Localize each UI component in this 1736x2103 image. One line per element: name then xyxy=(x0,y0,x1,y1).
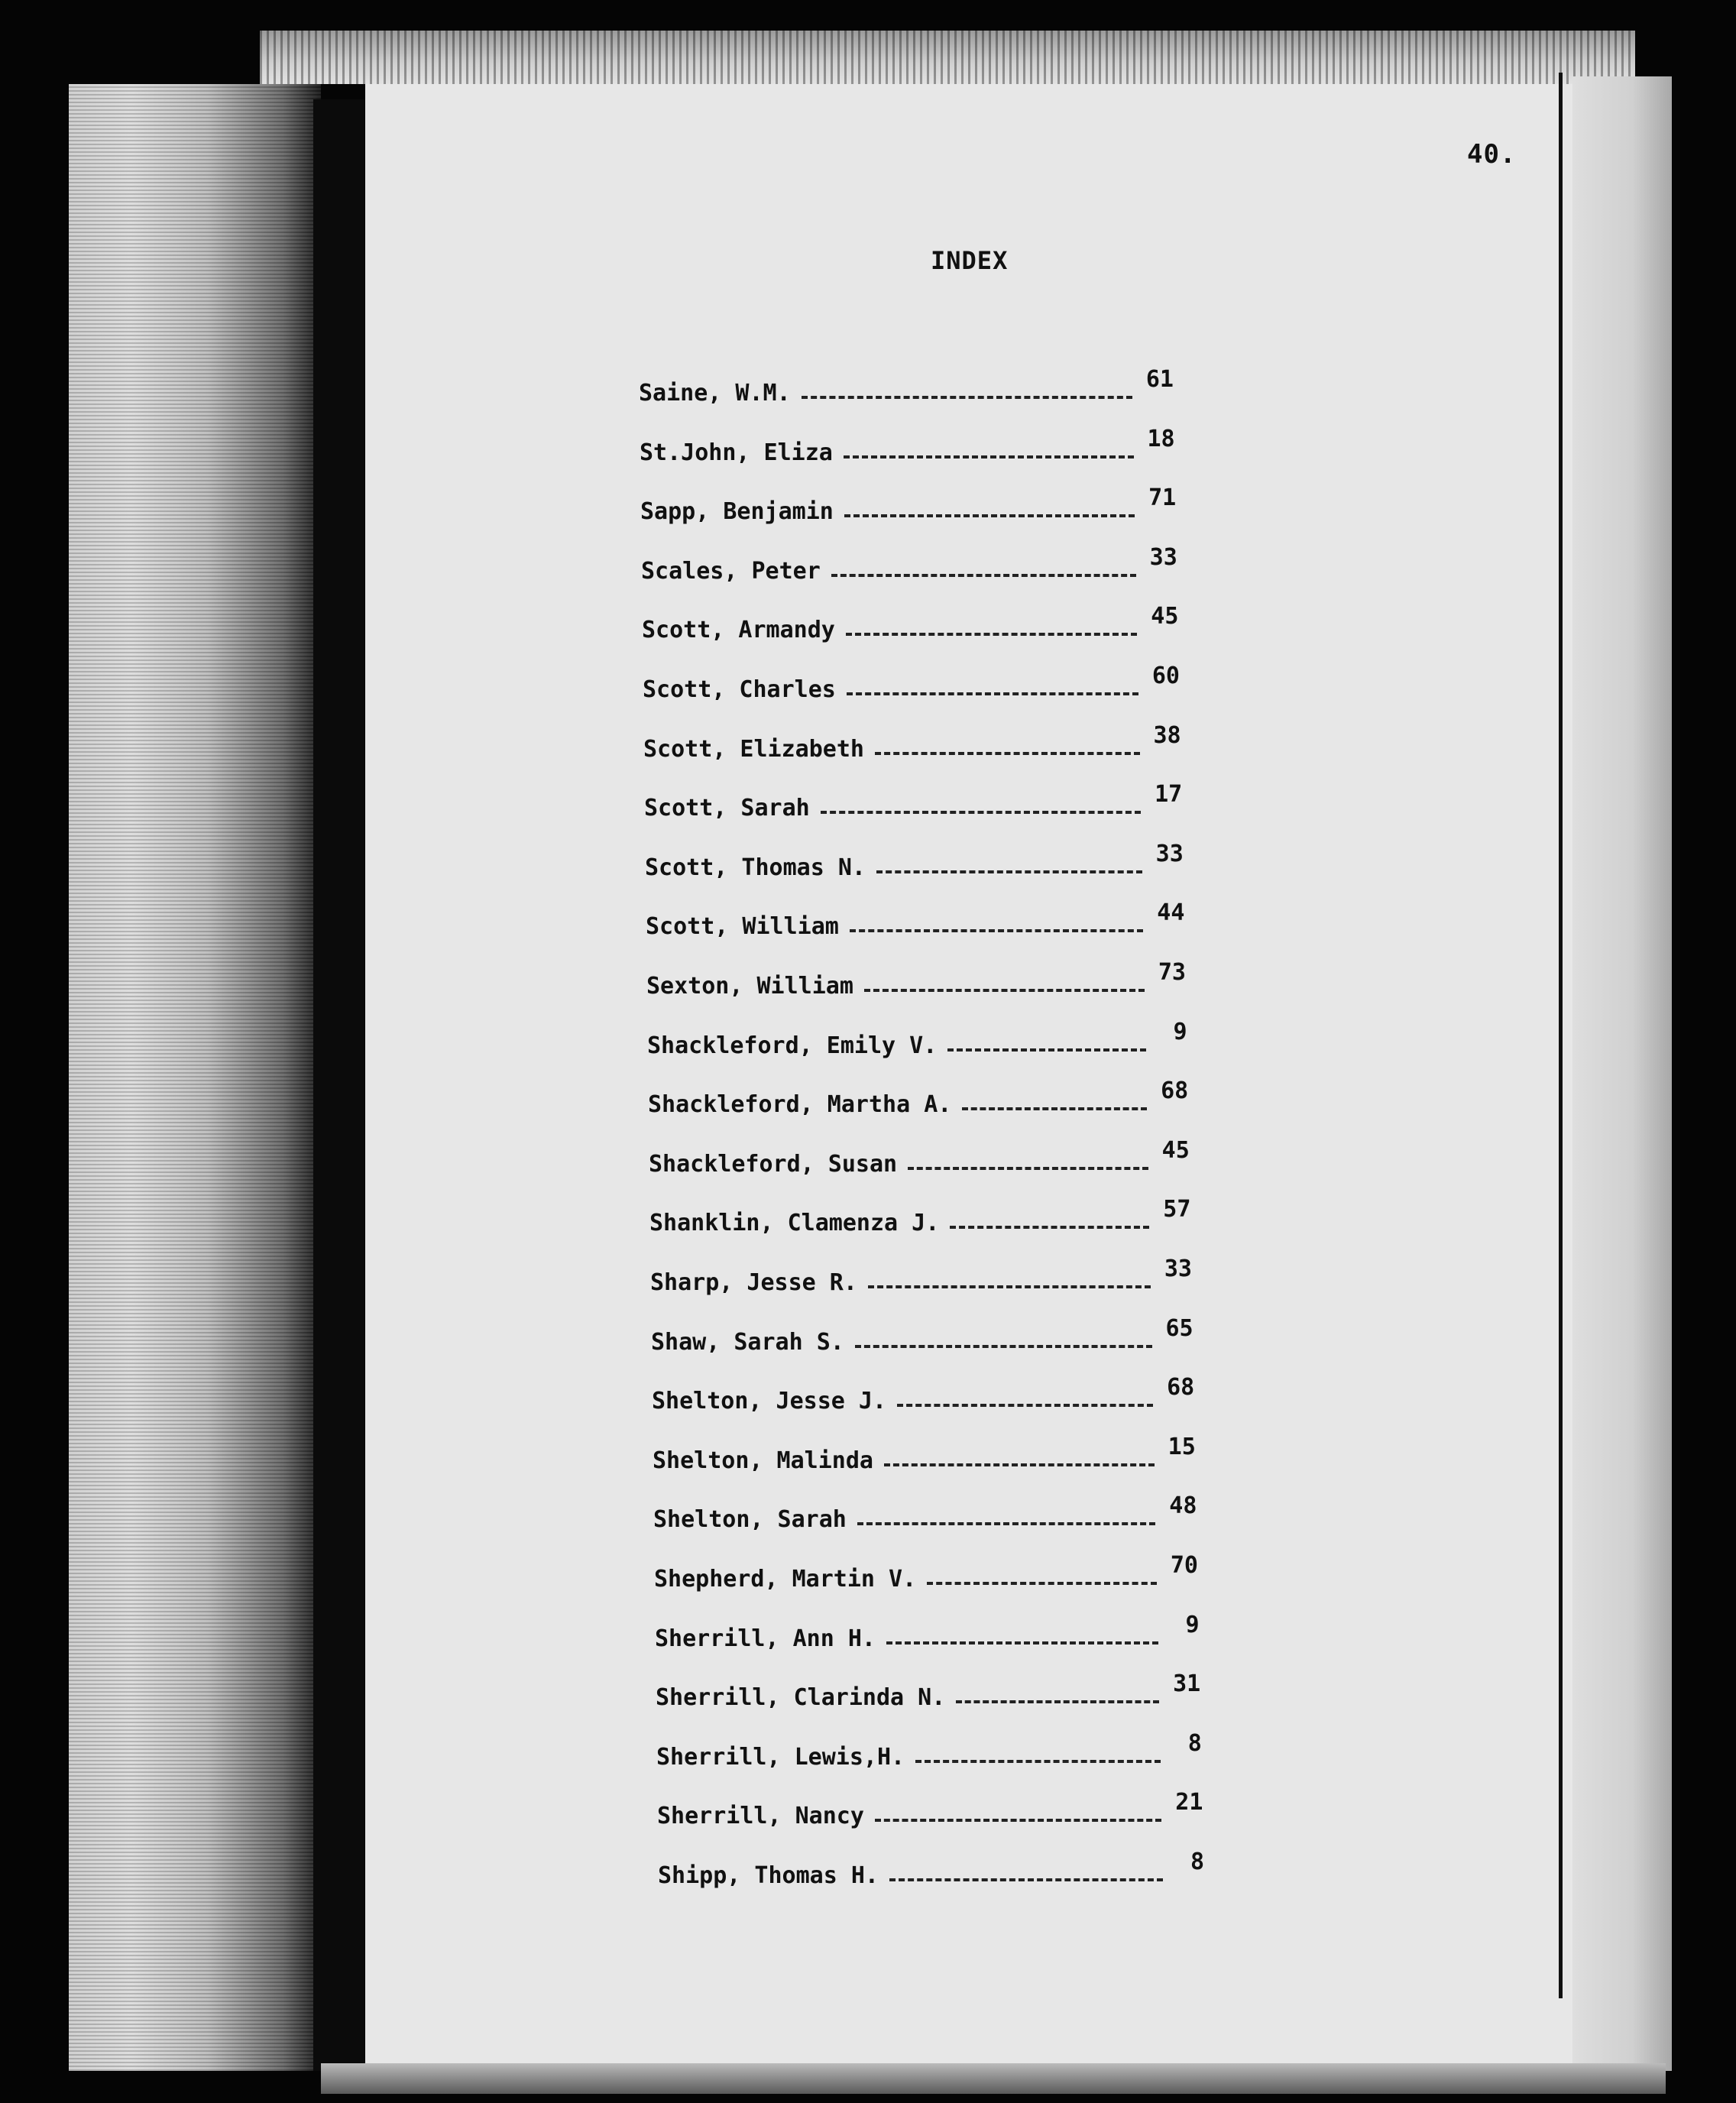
entry-page-number: 15 xyxy=(1168,1433,1196,1460)
entry-name: Shelton, Jesse J. xyxy=(652,1388,887,1415)
entry-name: Scott, Charles xyxy=(643,676,836,703)
entry-name: Sapp, Benjamin xyxy=(640,498,834,526)
dot-leader xyxy=(831,574,1136,577)
scan-gutter xyxy=(313,99,367,2071)
entry-name: St.John, Eliza xyxy=(640,439,833,466)
index-entry xyxy=(640,426,1175,466)
entry-page-number: 65 xyxy=(1165,1314,1194,1342)
entry-page-number: 31 xyxy=(1173,1670,1201,1698)
scan-top-edge xyxy=(260,31,1635,84)
index-entry xyxy=(640,485,1176,525)
entry-page-number: 68 xyxy=(1161,1077,1189,1105)
page-number: 40. xyxy=(1467,139,1517,170)
entry-name: Shepherd, Martin V. xyxy=(654,1566,917,1593)
entry-page-number: 8 xyxy=(1190,1849,1204,1875)
entry-name: Scott, Elizabeth xyxy=(643,735,864,763)
index-entry xyxy=(652,1375,1194,1414)
dot-leader xyxy=(855,1345,1152,1348)
entry-page-number: 33 xyxy=(1164,1256,1192,1282)
dot-leader xyxy=(821,811,1141,814)
entry-page-number: 70 xyxy=(1170,1552,1198,1579)
dot-leader xyxy=(875,752,1140,755)
index-entry xyxy=(656,1671,1200,1711)
entry-page-number: 71 xyxy=(1148,484,1177,512)
dot-leader xyxy=(897,1404,1153,1407)
dot-leader xyxy=(868,1285,1151,1288)
index-entry xyxy=(653,1493,1197,1533)
entry-name: Shackleford, Martha A. xyxy=(648,1091,952,1119)
dot-leader xyxy=(844,514,1135,517)
index-entry xyxy=(658,1849,1204,1889)
entry-page-number: 8 xyxy=(1187,1729,1202,1757)
index-entry xyxy=(646,960,1186,1000)
entry-name: Scott, William xyxy=(646,913,839,941)
index-entry xyxy=(639,367,1174,407)
index-entry xyxy=(649,1138,1190,1178)
entry-name: Shelton, Malinda xyxy=(653,1447,873,1474)
index-entry xyxy=(647,1019,1187,1059)
entry-name: Scott, Thomas N. xyxy=(645,854,866,881)
dot-leader xyxy=(950,1226,1149,1229)
dot-leader xyxy=(947,1048,1145,1052)
index-entry xyxy=(657,1790,1203,1829)
entry-page-number: 60 xyxy=(1151,663,1180,689)
entry-page-number: 38 xyxy=(1153,721,1181,749)
entry-name: Sherrill, Ann H. xyxy=(655,1625,876,1652)
dot-leader xyxy=(876,870,1142,873)
entry-name: Sherrill, Clarinda N. xyxy=(656,1684,946,1712)
entry-name: Scott, Armandy xyxy=(642,617,835,644)
entry-page-number: 57 xyxy=(1163,1196,1191,1223)
entry-page-number: 45 xyxy=(1151,603,1179,630)
dot-leader xyxy=(884,1463,1155,1466)
index-entry xyxy=(643,723,1181,763)
dot-leader xyxy=(846,633,1138,636)
entry-page-number: 45 xyxy=(1161,1136,1190,1164)
index-entry xyxy=(644,782,1182,821)
entry-name: Sexton, William xyxy=(646,973,853,1000)
index-entry xyxy=(655,1612,1200,1652)
entry-name: Sharp, Jesse R. xyxy=(650,1269,857,1296)
entry-page-number: 33 xyxy=(1155,840,1184,867)
entry-page-number: 61 xyxy=(1145,366,1174,393)
entry-page-number: 18 xyxy=(1147,425,1175,452)
entry-page-number: 21 xyxy=(1175,1789,1203,1816)
page-title: INDEX xyxy=(931,246,1009,275)
entry-page-number: 44 xyxy=(1157,899,1185,927)
index-entry xyxy=(653,1434,1196,1474)
index-entry xyxy=(654,1553,1198,1593)
dot-leader xyxy=(857,1522,1156,1525)
dot-leader xyxy=(908,1167,1148,1170)
entry-name: Scott, Sarah xyxy=(644,795,810,822)
entry-name: Shackleford, Emily V. xyxy=(647,1032,938,1059)
index-entry xyxy=(649,1197,1190,1236)
index-entry xyxy=(646,900,1184,940)
index-entry xyxy=(650,1256,1192,1296)
dot-leader xyxy=(886,1641,1158,1644)
dot-leader xyxy=(915,1760,1161,1763)
dot-leader xyxy=(847,692,1138,695)
dot-leader xyxy=(875,1819,1161,1822)
index-entry xyxy=(648,1078,1188,1118)
entry-page-number: 17 xyxy=(1155,781,1183,808)
index-entry xyxy=(651,1316,1194,1356)
entry-name: Shelton, Sarah xyxy=(653,1506,847,1534)
index-entry xyxy=(656,1731,1202,1771)
entry-name: Scales, Peter xyxy=(641,557,821,585)
page-right-border xyxy=(1559,73,1563,1998)
scan-right-margin xyxy=(1572,76,1672,2071)
index-entry xyxy=(645,841,1184,881)
index-entry xyxy=(643,663,1180,703)
entry-page-number: 68 xyxy=(1167,1374,1195,1401)
dot-leader xyxy=(889,1878,1163,1881)
dot-leader xyxy=(927,1582,1157,1585)
index-entry xyxy=(641,545,1177,585)
entry-name: Shanklin, Clamenza J. xyxy=(649,1210,940,1237)
dot-leader xyxy=(864,989,1145,992)
entry-name: Sherrill, Lewis,H. xyxy=(656,1743,905,1771)
entry-page-number: 9 xyxy=(1185,1611,1200,1638)
dot-leader xyxy=(802,396,1132,399)
index-entry xyxy=(642,604,1178,643)
dot-leader xyxy=(956,1700,1159,1703)
entry-name: Shipp, Thomas H. xyxy=(658,1862,879,1889)
entry-name: Shaw, Sarah S. xyxy=(651,1328,844,1356)
scan-left-margin xyxy=(69,84,321,2071)
entry-page-number: 9 xyxy=(1173,1018,1187,1045)
entry-name: Sherrill, Nancy xyxy=(657,1803,864,1830)
dot-leader xyxy=(962,1107,1147,1110)
dot-leader xyxy=(850,929,1144,932)
entry-page-number: 33 xyxy=(1149,543,1177,571)
entry-page-number: 48 xyxy=(1169,1492,1197,1520)
scan-bottom-edge xyxy=(321,2063,1666,2094)
entry-page-number: 73 xyxy=(1158,959,1186,986)
entry-name: Saine, W.M. xyxy=(639,380,791,407)
entry-name: Shackleford, Susan xyxy=(649,1150,898,1178)
dot-leader xyxy=(844,455,1134,459)
